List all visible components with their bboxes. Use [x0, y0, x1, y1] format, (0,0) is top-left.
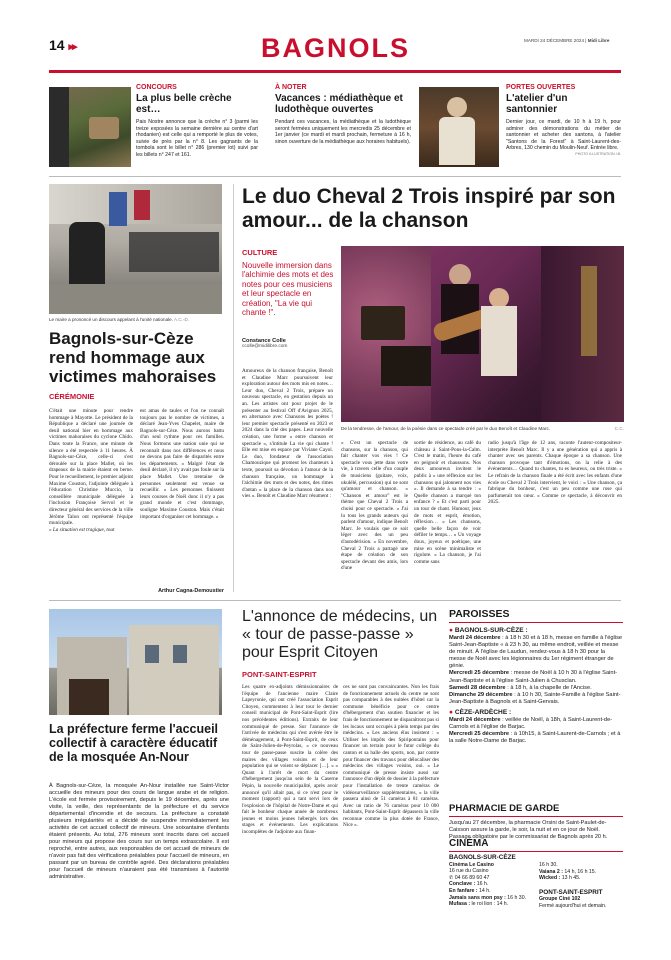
- film-name: Vaiana 2 :: [539, 868, 563, 875]
- paroisses-block: [449, 608, 623, 745]
- duo-lead: Nouvelle immersion dans l'alchimie des mots et des notes pour ces musiciens et leur spectacle en création, "La vie qui chante !".: [242, 261, 334, 318]
- brief-portes: [506, 84, 621, 156]
- column-divider: [233, 184, 234, 592]
- hommage-title: Bagnols-sur-Cèze rend hommage aux victimes mahoraises: [49, 329, 217, 386]
- item-text: : messe de Noël à 10 h 30 à l'église Saint-Jean-Baptiste et à l'église Saint-Julien à Chusclan.: [449, 670, 618, 684]
- caption-credit: C.C.: [614, 426, 624, 431]
- section-title: BAGNOLS: [261, 33, 410, 63]
- paroisses-ardeche-heading: ● CÈZE-ARDÈCHE :: [449, 708, 512, 716]
- cinema-right: [539, 855, 623, 910]
- list-item: [449, 692, 623, 706]
- duo-col4: radio jusqu'à l'âge de 12 ans, raconte l'auteur-compositeur-interprète Benoît Marc. Il y a une génération qui a appris à chanter avec ses parents. Chaque époque a sa chanson. Une chanson provoque tant d'émotions, on la relie à des événements… Quand tu chantes, tu es heureux, ou très triste. » Le refrain de la chanson finale a été écrit avec les enfants d'une école ou Cheval 2 Trois intervient, le voici : « Une chanson, ça fabrique du bonheur, c'est un peu comme une rose qui parfumerait ton cœur. » Comme ce spectacle, à découvrir en 2025.: [488, 440, 622, 506]
- cinema-name: Cinéma Le Casino: [449, 861, 494, 868]
- phone-icon: ✆: [449, 874, 455, 881]
- duo-photo: [341, 246, 624, 422]
- mosquee-photo: [49, 609, 222, 715]
- item-date: Dimanche 29 décembre: [449, 691, 513, 698]
- paroisses-ardeche-list: [449, 717, 623, 745]
- item-text: : à 18 h 30 et à 18 h, messe en famille à l'église Saint-Jean-Baptiste « à 23 h 30, au même endroit, veillée et messe de minuit. À l'église de Laudun, rendez-vous à 18 h 30 pour la messe de Noël avec les légionnaires du 1er régiment étranger de génie.: [449, 635, 623, 670]
- film-list: [449, 881, 533, 907]
- brief-kicker: À NOTER: [275, 84, 307, 91]
- list-item: [449, 635, 623, 670]
- film-item: [449, 901, 533, 908]
- cinema-block: [449, 838, 623, 910]
- garde-block: [449, 803, 623, 841]
- caption-text: Le maire a prononcé un discours appelant à l'unité nationale.: [49, 317, 173, 322]
- medecins-col2: ces ne sont pas convaincantes. Non les frais de fonctionnement actuels du centre ne sont pas comparables à des nuitées d'hôtel car la commune bénéficie pour ce centre d'hébergement d'un soutien financier et les frais de fonctionnement ne disparaîtront pas si les locaux sont occupés à plein temps par des médecins. » Les anciens élus insistent : « Utiliser les impôts des Spiripontains pour financer un terrain pour le futur collège du canton et sa halle des sports, non, par contre pour financer des travaux pour délocaliser des médecins des villages voisins, oui. » Le communiqué de presse insiste aussi sur l'annonce d'un dépôt de dossier à la préfecture pour l'installation de trente caméras de vidéosurveillance supplémentaires, « la ville passera ainsi de 51 caméras à 81 caméras. Avec un ratio de 76 caméras pour 10 000 habitants, Pont-Saint-Esprit dépassera la ville reconnue comme la plus dotée de France, Nice ».: [343, 684, 439, 829]
- film-name: Jamais sans mon psy :: [449, 894, 506, 901]
- film-item: [539, 862, 623, 869]
- duo-col2: « C'est un spectacle de chansons, sur la chanson, qui fait chanter vos vies ! Ce spectacle vous jette dans votre vie, à travers celle d'un couple de musiciens (guitare, voix, ukulélé, percussion) qui ne sont qu'amour et chanson. » "Chanson et amour" est le thème que Cheval 2 Trois a choisi pour ce spectacle. « J'ai lu tous les grands auteurs qui parlent d'amour, indique Benoît Marc. Je voulais que ce soit léger avec des un peu d'autodérision. » En novembre, Cheval 2 Trois a partagé une étape de création de son spectacle devant des amis, lors d'une: [341, 440, 408, 572]
- duo-caption: [341, 426, 624, 431]
- divider: [49, 600, 621, 601]
- caption-text: De la tendresse, de l'amour, de la poésie dans ce spectacle créé par le duo Benoît et Claudine Marc.: [341, 426, 551, 431]
- cinema-town: PONT-SAINT-ESPRIT: [539, 888, 603, 896]
- brief-title: L'atelier d'un santonnier: [506, 93, 568, 115]
- film-item: [539, 869, 623, 876]
- brief-text: Pendant ces vacances, la médiathèque et la ludothèque seront fermées uniquement les mercredis 25 décembre et 1er janvier (ce mardi et mardi prochain, fermeture à 16 h, sinon ouverture de la médiathèque aux horaires habituels).: [275, 119, 411, 145]
- medecins-kicker: PONT-SAINT-ESPRIT: [242, 670, 317, 679]
- film-time: 14 h, 16 h 15.: [564, 868, 597, 875]
- creche-photo: [49, 87, 131, 167]
- hommage-author: Arthur Cagna-Demoustier: [158, 588, 224, 594]
- brief-kicker: CONCOURS: [136, 84, 177, 91]
- duo-col1: Amoureux de la chanson française, Benoît et Claudine Marc poursuivent leur exploration autour des mots mis en notes… Leur duo, Cheval 2 Trois, prépare un nouveau spectacle, en gestation depuis un an. Les artistes ont pour projet de le présenter au festival Off d'Avignon 2025, en alternance avec Chansons les poètes ! leur premier spectacle présenté en 2023 et 2024 dans la cité des papes. Leur nouvelle création, une forme « entre chanson et spectacle », s'intitule La vie qui chante ! Elle est mise en espace par Viviane Cayol. Le duo, fondateur de l'association Chamouzique qui promeut les chanteurs à texte, poursuit sa dévotion à l'amour de la chanson française, un hommage à l'alchimie des mots et des notes, des rimes d'antan « la place de la chanson dans nos vies ». Benoît et Claudine Marc résument :: [242, 368, 333, 500]
- film-item: [539, 875, 623, 882]
- duo-email[interactable]: ccolle@midilibre.com: [242, 344, 288, 349]
- item-text: : à 10 h 30, Sainte-Famille à l'église Saint-Jean-Baptiste à Bagnols et à Saint-Gervais.: [449, 691, 621, 705]
- film-name: En fanfare :: [449, 887, 478, 894]
- body-text: est amas de taules et l'on ne connaît toujours pas le nombre de victimes, a déclaré Jean-Yves Chapelet, maire de Bagnols-sur-Cèze. Nous aurons battu d'un seul rythme pour ces familles. Nous formons une nation unie qui se reconnaît dans nos différences et nous ne devons pas faire de disparités entre les départements. » Malgré l'état de deuil déclaré, il n'y avait pas foule sur la place Mallet. Une trentaine de personnes seulement est venue se recueillir. « Les personnes finissent leurs courses de Noël donc il n'y a pas grand monde et c'est dommage, souligne Maxime Couston. Mais c'était important d'organiser cet hommage. »: [140, 408, 224, 520]
- list-item: [449, 685, 623, 692]
- paroisses-bagnols-list: [449, 635, 623, 706]
- divider: [49, 176, 621, 177]
- paper-name: Midi Libre: [587, 38, 610, 43]
- list-item: [449, 670, 623, 684]
- heading-text: BAGNOLS-SUR-CÈZE :: [454, 627, 528, 634]
- item-date: Mercredi 25 décembre: [449, 670, 510, 677]
- item-date: Samedi 28 décembre: [449, 684, 506, 691]
- santonnier-photo: [419, 87, 499, 167]
- medecins-col1: Les quatre ex-adjoints démissionnaires de l'équipe de l'ancienne maire Claire Lapeyronie, qui ont créé l'association Esprit Citoyen, commentent à leur tour le dernier conseil municipal de Pont-Saint-Esprit (lire nos précédentes éditions). Extraits de leur communiqué de presse. Sur l'annonce de l'arrivée de médecins qui s'est avérée être le déménagement, à Pont-Saint-Esprit, de ceux de Saint-Julien-de-Peyrolas, « ce nouveau tour de passe-passe suscite la colère des maires des villages voisins et de leur population qui se voient se déplacer […]. » « Quant à l'arrêt de mort du centre d'hébergement jusqu'au sein de la Caserne Pépin, la nouvelle municipalité, après avoir annoncé qu'il allait pas, si ce n'est pour le moment (rapport) qui a tant servi lors de l'explosion de l'hôpital de Notre-Dame et qui fait le bonheur chaque année de nombreux jeunes et moins jeunes hébergés lors des stages et événements. Les explications incomplètes de l'adjointe aux finan-: [242, 684, 338, 836]
- header-date: MARDI 24 DÉCEMBRE 2024 | Midi Libre: [524, 38, 610, 43]
- film-time: 16 h 30.: [507, 894, 527, 901]
- film-time: 16 h.: [476, 881, 489, 888]
- film-name: Conclave :: [449, 881, 476, 888]
- item-text: : à 10h15, à Saint-Laurent-de-Carnols ; et à la salle Notre-Dame de Barjac.: [449, 731, 621, 745]
- duo-col3: sortie de résidence, au café du château à Saint-Pons-la-Calm. C'est le matin, l'heure du café en peignoir et chaussons. Nos deux amoureux invitent le public à « une réflexion sur les chansons qui jalonnent nos vies ». Il demande à sa tendre : « Quelle chanson a marqué ton enfance ? » Et c'est parti pour un tour de chant. Humour, jeux de mots et esprit, émotion, réflexion… « Les chansons, quelle belle façon de voir défiler le temps… » Un voyage doux, joyeux et poétique, une mise en scène minimaliste et rigolote. « La chanson, je l'ai comme sans: [414, 440, 481, 565]
- item-date: Mardi 24 décembre: [449, 635, 501, 641]
- brief-text: Dernier jour, ce mardi, de 10 h à 19 h, pour admirer des démonstrations du métier de santonnier et acheter des santons, à l'atelier "Santons de la Forest" à Saint-Laurent-des-Arbres, 130 chemin du Moulin-Neuf. Entrée libre.: [506, 119, 621, 152]
- brief-text: Pais Nostre annonce que la crèche n° 3 (parmi les treize exposées la semaine dernière au centre d'art rhodanien) est celle qui a remporté le plus de votes, suivie de près par la n° 8. Les gagnants de la tombola sont le billet n° 286 (premier lot) suivi par les billets n° 247 et 161.: [136, 119, 258, 158]
- hommage-col2: [140, 408, 224, 520]
- duo-author: Constance Colle: [242, 338, 286, 344]
- header-rule: [49, 70, 621, 73]
- film-time: 14 h.: [479, 887, 491, 894]
- brief-concours: [136, 84, 258, 159]
- film-time: le roi lion : 14 h.: [471, 901, 509, 908]
- brief-title: Vacances : médiathèque et ludothèque ouvertes: [275, 93, 403, 115]
- garde-title: PHARMACIE DE GARDE: [449, 803, 623, 817]
- heading-text: CÈZE-ARDÈCHE :: [454, 708, 512, 716]
- garde-text: Jusqu'au 27 décembre, la pharmacie Orsini de Saint-Paulet-de-Caisson assure la garde, le soir, la nuit et en ce jour de Noël. Passage obligatoire par le commissariat de Bagnols après 20 h.: [449, 820, 608, 840]
- list-item: [449, 731, 623, 745]
- item-date: Mercredi 25 décembre: [449, 731, 510, 738]
- body-text: « La situation est tragique, tout: [49, 526, 115, 533]
- body-text: C'était une minute pour rendre hommage à Mayotte. Le président de la République a déclaré une journée de deuil national hier en hommage aux victimes mahoraises du cyclone Chido. Dans toute la France, une minute de silence a été respectée à 11 heures. À Bagnols-sur-Cèze, celle-ci s'est déroulée sur la place Mallet, où les drapeaux de la mairie étaient en berne. Pour le recueillement, le premier adjoint Maxime Couston, l'adjointe déléguée à l'éducation Christine Muccio, la conseillère municipale déléguée à l'inclusion Françoise Servol et le directeur général des services de la ville Jérôme Talon ont représenté l'équipe municipale.: [49, 408, 133, 527]
- film-name: Mufasa :: [449, 901, 471, 908]
- list-item: [449, 717, 623, 731]
- item-date: Mardi 24 décembre: [449, 716, 501, 723]
- duo-title: Le duo Cheval 2 Trois inspiré par son amour... de la chanson: [242, 185, 616, 232]
- duo-byline: [242, 338, 337, 349]
- paroisses-title: PAROISSES: [449, 608, 623, 623]
- paroisses-bagnols-heading: ● BAGNOLS-SUR-CÈZE :: [449, 627, 528, 634]
- item-text: : veillée de Noël, à 18h, à Saint-Laurent-de-Carnols et à l'église de Barjac.: [449, 716, 613, 731]
- page-number-text: 14: [49, 37, 65, 53]
- brief-kicker: PORTES OUVERTES: [506, 84, 576, 91]
- cinema-phone: [449, 875, 533, 882]
- film-list: [539, 862, 623, 882]
- cinema-title: CINÉMA: [449, 838, 623, 852]
- cinema-name: Groupe Ciné 102: [539, 896, 581, 903]
- film-item: [449, 888, 533, 895]
- film-time: 16 h 30.: [539, 862, 558, 868]
- hommage-col1: [49, 408, 133, 533]
- hommage-kicker: CÉRÉMONIE: [49, 392, 95, 401]
- phone-text: 04 66 89 60 47: [454, 874, 490, 881]
- caption-credit: A.C.-D.: [174, 317, 190, 322]
- film-time: 13 h 45.: [561, 875, 581, 882]
- date-text: MARDI 24 DÉCEMBRE 2024: [524, 38, 584, 43]
- hommage-photo: [49, 184, 222, 314]
- cinema-note: Fermé aujourd'hui et demain.: [539, 902, 607, 909]
- film-item: [449, 895, 533, 902]
- medecins-title: L'annonce de médecins, un « tour de passe-passe » pour Esprit Citoyen: [242, 608, 438, 661]
- photo-credit: PHOTO ILLUSTRATION I.B.: [575, 151, 621, 156]
- brief-title: La plus belle crèche est…: [136, 93, 232, 115]
- cinema-town: BAGNOLS-SUR-CÈZE: [449, 854, 516, 861]
- cinema-left: [449, 855, 533, 910]
- prefecture-title: La préfecture ferme l'accueil collectif à caractère éducatif de la mosquée An-Nour: [49, 722, 219, 764]
- hommage-caption: [49, 317, 222, 322]
- arrows-icon: ▸▸: [68, 41, 76, 53]
- brief-noter: [275, 84, 411, 145]
- item-text: : à 18 h, à la chapelle de l'Ancise.: [507, 684, 592, 691]
- duo-kicker: CULTURE: [242, 248, 278, 257]
- film-item: [449, 881, 533, 888]
- cinema-address: 16 rue du Casino: [449, 868, 489, 875]
- film-name: Wicked :: [539, 875, 561, 882]
- prefecture-text: À Bagnols-sur-Cèze, la mosquée An-Nour installée rue Saint-Victor accueille des mineurs pour des cours de langue arabe et de religion. L'école est fermée provisoirement, depuis le 19 décembre, après une visite, la veille, des représentants de la préfecture et du service départemental d'incendie et de secours. La préfecture a constaté plusieurs irrégularités et a décidé de suspendre immédiatement les activités de cet accueil collectif de mineurs. Une soixantaine d'enfants étaient présents. Au total, 276 mineurs sont inscrits dans cet accueil pour mineurs qui propose des cours sur un temps extrascolaire. Il est reproché, entre autres, aux responsables de cet accueil de mineurs de n'avoir pas fait des vérifications préalables pour l'accueil de mineurs, en passant par un bureau de contrôle agréé. Des déclarations préalables pour l'accueil de mineurs n'auraient pas été transmises à l'autorité administrative.: [49, 783, 229, 880]
